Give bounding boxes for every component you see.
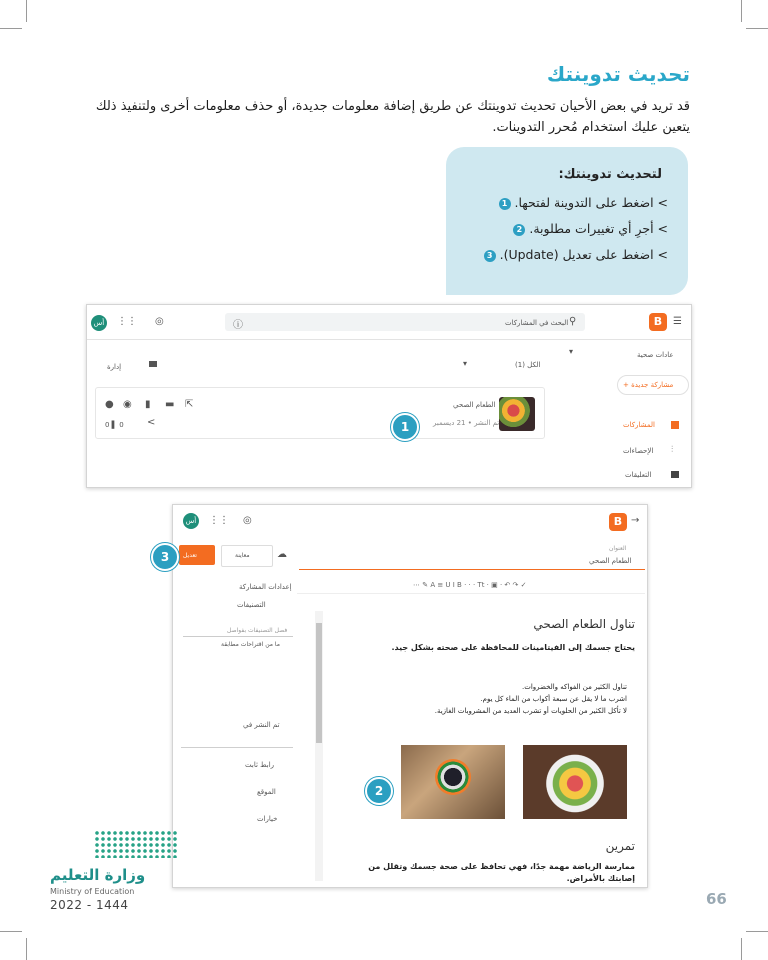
crop-mark <box>26 938 27 960</box>
crop-mark <box>746 931 768 932</box>
crop-mark <box>741 938 742 960</box>
back-arrow-icon[interactable]: → <box>631 515 640 526</box>
apps-grid-icon[interactable]: ⋮⋮ <box>117 316 137 327</box>
share-icon[interactable]: < <box>147 417 156 428</box>
blog-name[interactable]: عادات صحية <box>637 351 674 359</box>
editor-h1[interactable]: تناول الطعام الصحي <box>533 617 635 631</box>
step-3 <box>484 247 668 262</box>
side-published[interactable]: تم النشر في <box>243 721 280 729</box>
step-badge: 1 <box>391 413 419 441</box>
format-toolbar-icons[interactable]: ⋯ ✎ A ≡ U I B · · · Tt · ▣ · ↶ ↷ ✓ <box>413 581 527 589</box>
ministry-name-ar: وزارة التعليم <box>50 866 146 884</box>
stats-nav-icon[interactable]: ⫶ <box>671 445 674 455</box>
nav-stats[interactable]: الإحصاءات <box>623 447 654 455</box>
eye-icon[interactable]: ◉ <box>123 399 132 410</box>
labels-hint: فصل التصنيفات بفواصل <box>227 627 288 634</box>
ministry-name-en: Ministry of Education <box>50 887 135 896</box>
help-icon[interactable]: ◎ <box>243 515 252 526</box>
label-icon[interactable]: ▬ <box>165 399 175 410</box>
post-stats: 0 ▌ 0 <box>105 421 124 429</box>
new-post-label: + مشاركة جديدة <box>623 381 674 389</box>
manage-label[interactable]: إدارة <box>107 363 122 371</box>
post-title[interactable]: الطعام الصحي <box>453 401 496 409</box>
filter-select[interactable]: الكل (1) <box>515 361 541 369</box>
fruit-bowl-image[interactable] <box>523 745 627 819</box>
blogger-editor-screenshot <box>160 504 648 888</box>
label-icon[interactable] <box>149 361 157 367</box>
post-row[interactable] <box>95 387 545 439</box>
editor-bullet[interactable]: اشرب ما لا يقل عن سبعة أكواب من الماء كل يوم. <box>480 695 627 703</box>
side-options[interactable]: خيارات <box>257 815 278 823</box>
crop-mark <box>26 0 27 22</box>
settings-title: إعدادات المشاركة <box>239 583 292 591</box>
blogger-logo[interactable]: B <box>649 313 667 331</box>
page-number: 66 <box>706 890 727 908</box>
step-number: 1 <box>499 198 511 210</box>
step-number: 3 <box>484 250 496 262</box>
post-title-input[interactable]: الطعام الصحي <box>589 557 632 565</box>
update-label: تعديل <box>183 552 197 559</box>
edition-year: 2022 - 1444 <box>50 898 129 912</box>
nav-posts[interactable]: المشاركات <box>623 421 655 429</box>
crop-mark <box>741 0 742 22</box>
avatar[interactable]: أس <box>183 513 199 529</box>
editor-bullet[interactable]: لا تأكل الكثير من الحلويات أو تشرب العديد من المشروبات الغازية. <box>434 707 627 715</box>
help-icon[interactable]: ◎ <box>155 316 164 327</box>
crop-mark <box>746 28 768 29</box>
cloud-saved-icon: ☁ <box>277 549 287 560</box>
editor-lead[interactable]: يحتاج جسمك إلى الفيتامينات للمحافظة على صحته بشكل جيد. <box>391 643 635 652</box>
step-badge: 2 <box>365 777 393 805</box>
side-location[interactable]: الموقع <box>257 788 276 796</box>
nav-comments[interactable]: التعليقات <box>625 471 652 479</box>
editor-h2[interactable]: تمرين <box>605 839 635 853</box>
blogger-posts-screenshot <box>86 304 692 488</box>
scrollbar-thumb[interactable] <box>316 623 322 743</box>
step-text: > اضغط على تعديل (Update). <box>499 247 668 262</box>
callout-title: لتحديث تدوينتك: <box>558 167 662 182</box>
chevron-down-icon[interactable]: ▾ <box>463 359 468 368</box>
blogger-logo[interactable]: B <box>609 513 627 531</box>
avatar-dot-icon: ● <box>105 399 114 410</box>
labels-suggestions: ما من اقتراحات مطابقة <box>221 641 280 648</box>
search-icon[interactable]: ⚲ <box>569 316 577 327</box>
labels-section[interactable]: التصنيفات <box>237 601 266 609</box>
avatar[interactable]: أس <box>91 315 107 331</box>
step-1 <box>499 195 668 210</box>
comments-nav-icon[interactable] <box>671 471 679 478</box>
info-icon[interactable]: ⓘ <box>233 320 243 331</box>
food-plate <box>435 759 471 795</box>
intro-paragraph: قد تريد في بعض الأحيان تحديث تدوينتك عن طريق إضافة معلومات جديدة، أو حذف معلومات أخرى ولتنفيذ ذلك يتعين عليك استخدام مُحرر التدوينات. <box>95 99 690 135</box>
editor-para[interactable]: ممارسة الرياضة مهمة جدًا، فهي تحافظ على صحة جسمك وتقلل من إصابتك بالأمراض. <box>368 862 635 883</box>
steps-callout <box>446 147 688 295</box>
post-meta: تم النشر • 21 ديسمبر <box>433 419 500 427</box>
share-icon[interactable]: ⇱ <box>185 399 194 410</box>
page-title: تحديث تدوينتك <box>546 62 690 86</box>
side-divider <box>181 747 293 748</box>
step-2 <box>513 221 668 236</box>
editor-bullet[interactable]: تناول الكثير من الفواكه والخضروات. <box>522 683 627 691</box>
search-input[interactable]: البحث في المشاركات <box>505 319 569 327</box>
title-underline <box>299 569 645 570</box>
step-text: > أجرِ أي تغييرات مطلوبة. <box>529 221 668 236</box>
crop-mark <box>0 28 22 29</box>
ministry-logo-pattern <box>94 830 178 858</box>
apps-grid-icon[interactable]: ⋮⋮ <box>209 515 229 526</box>
step-text: > اضغط على التدوينة لفتحها. <box>514 195 668 210</box>
step-badge: 3 <box>151 543 179 571</box>
step-number: 2 <box>513 224 525 236</box>
title-label: العنوان <box>609 545 627 552</box>
chevron-down-icon[interactable]: ▾ <box>569 347 574 356</box>
menu-icon[interactable]: ☰ <box>673 316 682 327</box>
labels-input[interactable] <box>183 636 293 637</box>
side-permalink[interactable]: رابط ثابت <box>245 761 275 769</box>
preview-label: معاينة <box>235 552 250 559</box>
crop-mark <box>0 931 22 932</box>
post-thumbnail <box>499 397 535 431</box>
trash-icon[interactable]: ▮ <box>145 399 151 410</box>
posts-nav-icon[interactable] <box>671 421 679 429</box>
